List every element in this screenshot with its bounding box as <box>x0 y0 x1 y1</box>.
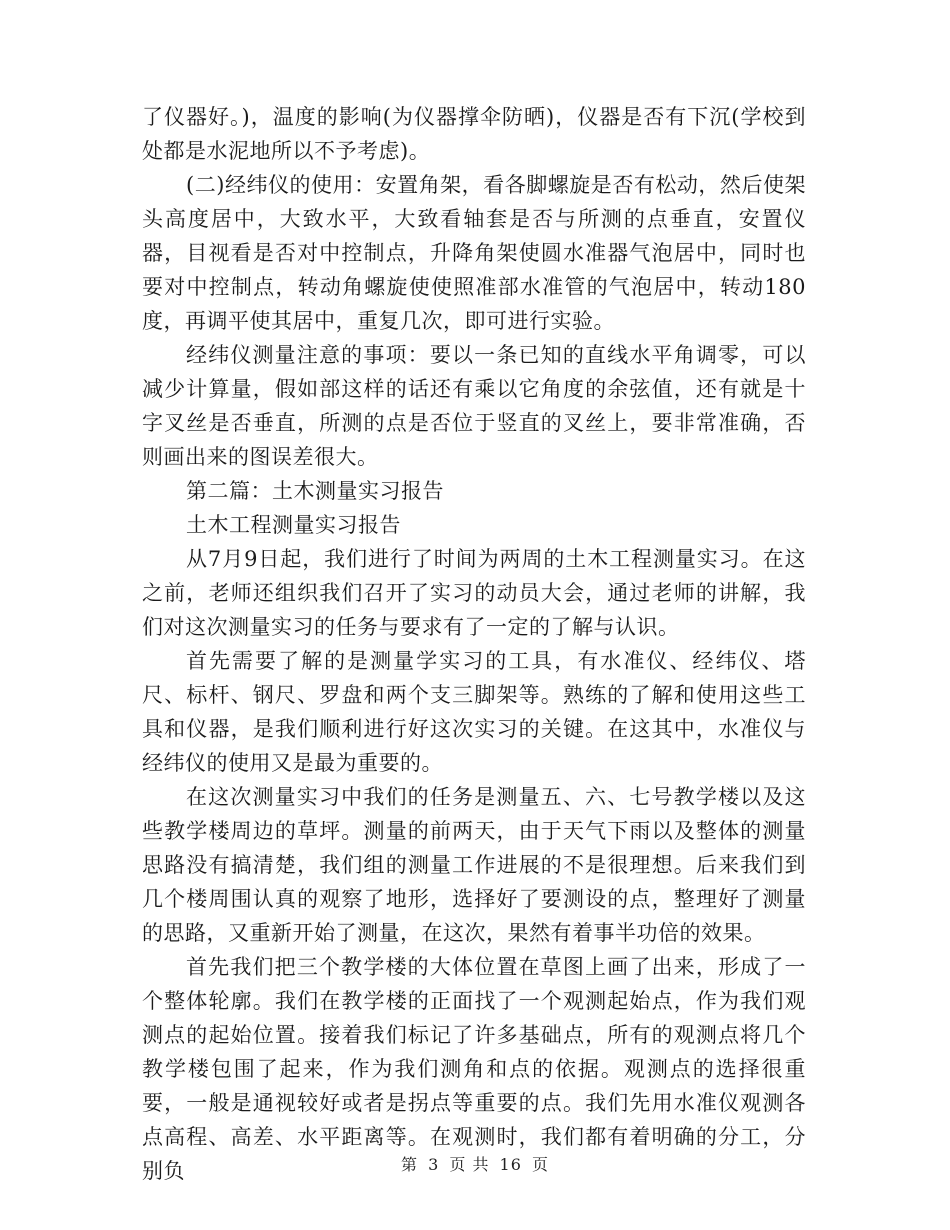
report-title: 土木工程测量实习报告 <box>186 513 401 537</box>
paragraph-tools: 首先需要了解的是测量学实习的工具，有水准仪、经纬仪、塔尺、标杆、钢尺、罗盘和两个支三脚架等。熟练的了解和使用这些工具和仪器，是我们顺利进行好这次实习的关键。在这其中，水准仪与经纬仪的使用又是最为重要的。 <box>142 649 806 775</box>
footer-current-page: 3 <box>428 1155 440 1174</box>
paragraph-theodolite-usage: (二)经纬仪的使用：安置角架，看各脚螺旋是否有松动，然后使架头高度居中，大致水平，大致看轴套是否与所测的点垂直，安置仪器，目视看是否对中控制点，升降角架使圆水准器气泡居中，同时也要对中控制点，转动角螺旋使使照准部水准管的气泡居中，转动180度，再调平使其居中，重复几次，即可进行实验。 <box>142 173 806 333</box>
page-footer <box>0 1152 950 1175</box>
footer-middle: 页 共 <box>449 1155 490 1174</box>
paragraph-intro: 从7月9日起，我们进行了时间为两周的土木工程测量实习。在这之前，老师还组织我们召开了实习的动员大会，通过老师的讲解，我们对这次测量实习的任务与要求有了一定的了解与认识。 <box>142 547 806 639</box>
section-heading: 第二篇：土木测量实习报告 <box>186 479 444 503</box>
paragraph-procedure: 首先我们把三个教学楼的大体位置在草图上画了出来，形成了一个整体轮廓。我们在教学楼的正面找了一个观测起始点，作为我们观测点的起始位置。接着我们标记了许多基础点，所有的观测点将几个教学楼包围了起来，作为我们测角和点的依据。观测点的选择很重要，一般是通视较好或者是拐点等重要的点。我们先用水准仪观测各点高程、高差、水平距离等。在观测时，我们都有着明确的分工，分别负 <box>142 955 806 1183</box>
paragraph-continuation: 了仪器好。)，温度的影响(为仪器撑伞防晒)，仪器是否有下沉(学校到处都是水泥地所以不予考虑)。 <box>142 105 806 163</box>
footer-total-pages: 16 <box>499 1155 522 1174</box>
paragraph-task: 在这次测量实习中我们的任务是测量五、六、七号教学楼以及这些教学楼周边的草坪。测量的前两天，由于天气下雨以及整体的测量思路没有搞清楚，我们组的测量工作进展的不是很理想。后来我们到几个楼周围认真的观察了地形，选择好了要测设的点，整理好了测量的思路，又重新开始了测量，在这次，果然有着事半功倍的效果。 <box>142 785 806 945</box>
paragraph-theodolite-notes: 经纬仪测量注意的事项：要以一条已知的直线水平角调零，可以减少计算量，假如部这样的话还有乘以它角度的余弦值，还有就是十字叉丝是否垂直，所测的点是否位于竖直的叉丝上，要非常准确，否则画出来的图误差很大。 <box>142 343 806 469</box>
document-body <box>142 100 806 1188</box>
footer-suffix: 页 <box>532 1155 550 1174</box>
footer-prefix: 第 <box>400 1155 418 1174</box>
